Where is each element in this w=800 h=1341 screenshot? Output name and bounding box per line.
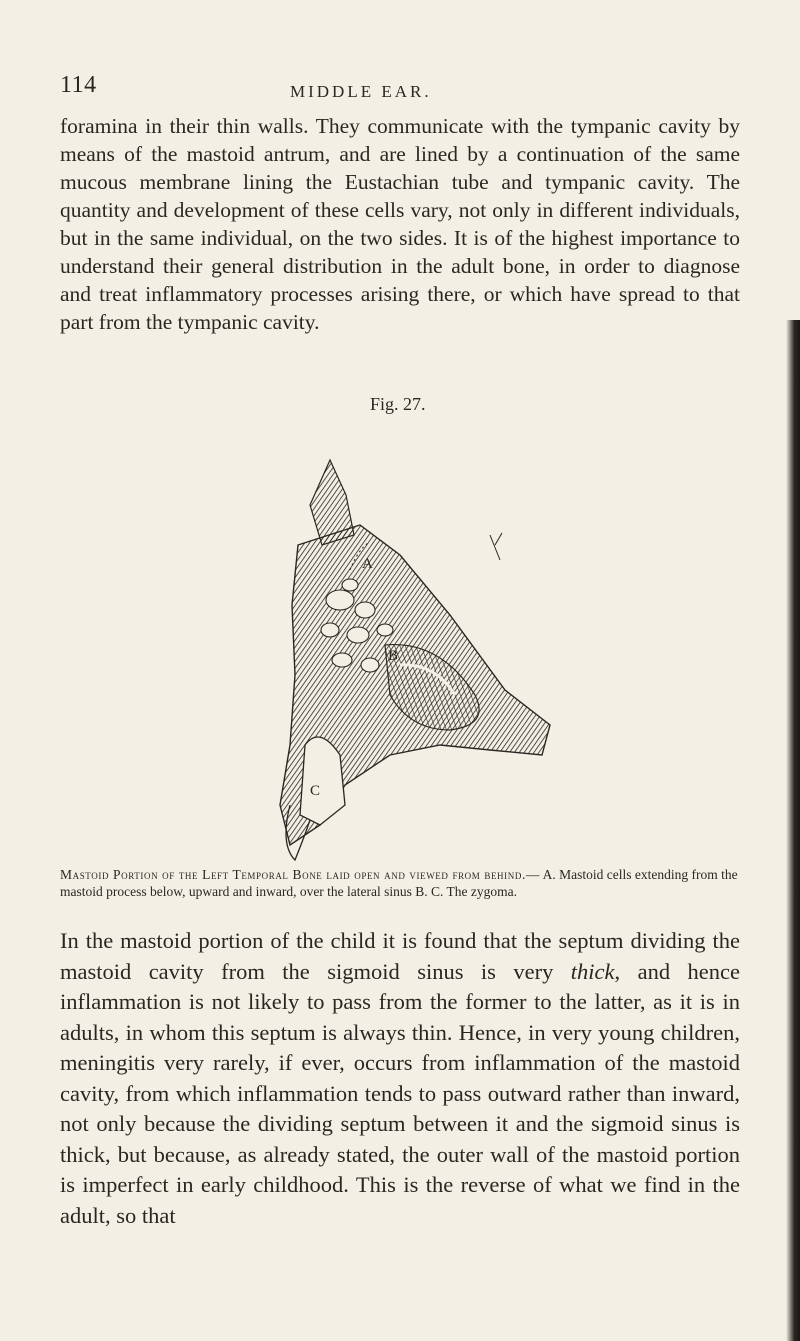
paragraph-bottom [60,926,740,1231]
paragraph-top: foramina in their thin walls. They communicate with the tympanic cavity by means of the mastoid antrum, and are lined by a continuation of the same mucous membrane lining the Eustachian tube and tympanic cavity. The quantity and development of these cells vary, not only in different individuals, but in the same individual, on the two sides. It is of the highest importance to understand their general distribution in the adult bone, in order to diagnose and treat inflammatory processes arising there, or which have spread to that part from the tympanic cavity. [60,114,740,334]
running-head: MIDDLE EAR. [290,82,432,101]
paragraph-bottom-part1: In the mastoid portion of the child it is found that the septum dividing the mastoid cavity from the sigmoid sinus is very [60,928,740,984]
caption-body: A. Mastoid cells extending from the mastoid process below, upward and inward, over the lateral sinus B. C. The zygoma. [60,867,738,899]
paragraph-bottom-part2: , and hence inflammation is not likely to pass from the former to the latter, as it is in adults, in whom this septum is always thin. Hence, in very young children, meningitis very rarely, if ever, occurs from inflammation of the mastoid cavity, from which inflammation tends to pass outward rather than inward, not only because the dividing septum between it and the sigmoid sinus is thick, but because, as already stated, the outer wall of the mastoid portion is imperfect in early childhood. This is the reverse of what we find in the adult, so that [60,958,740,1228]
figure-marker-a: A [362,556,373,572]
emphasis-thick: thick [570,958,615,984]
page-edge-shadow [786,320,800,1341]
caption-title: Mastoid Portion of the Left Temporal Bone laid open and viewed from behind.— [60,867,541,882]
figure-marker-c: C [310,783,321,799]
figure-marker-b: B [388,648,399,664]
mastoid-bone-illustration [250,425,570,865]
figure-caption [60,866,740,900]
figure-label: Fig. 27. [370,394,426,414]
page-number: 114 [60,72,97,98]
